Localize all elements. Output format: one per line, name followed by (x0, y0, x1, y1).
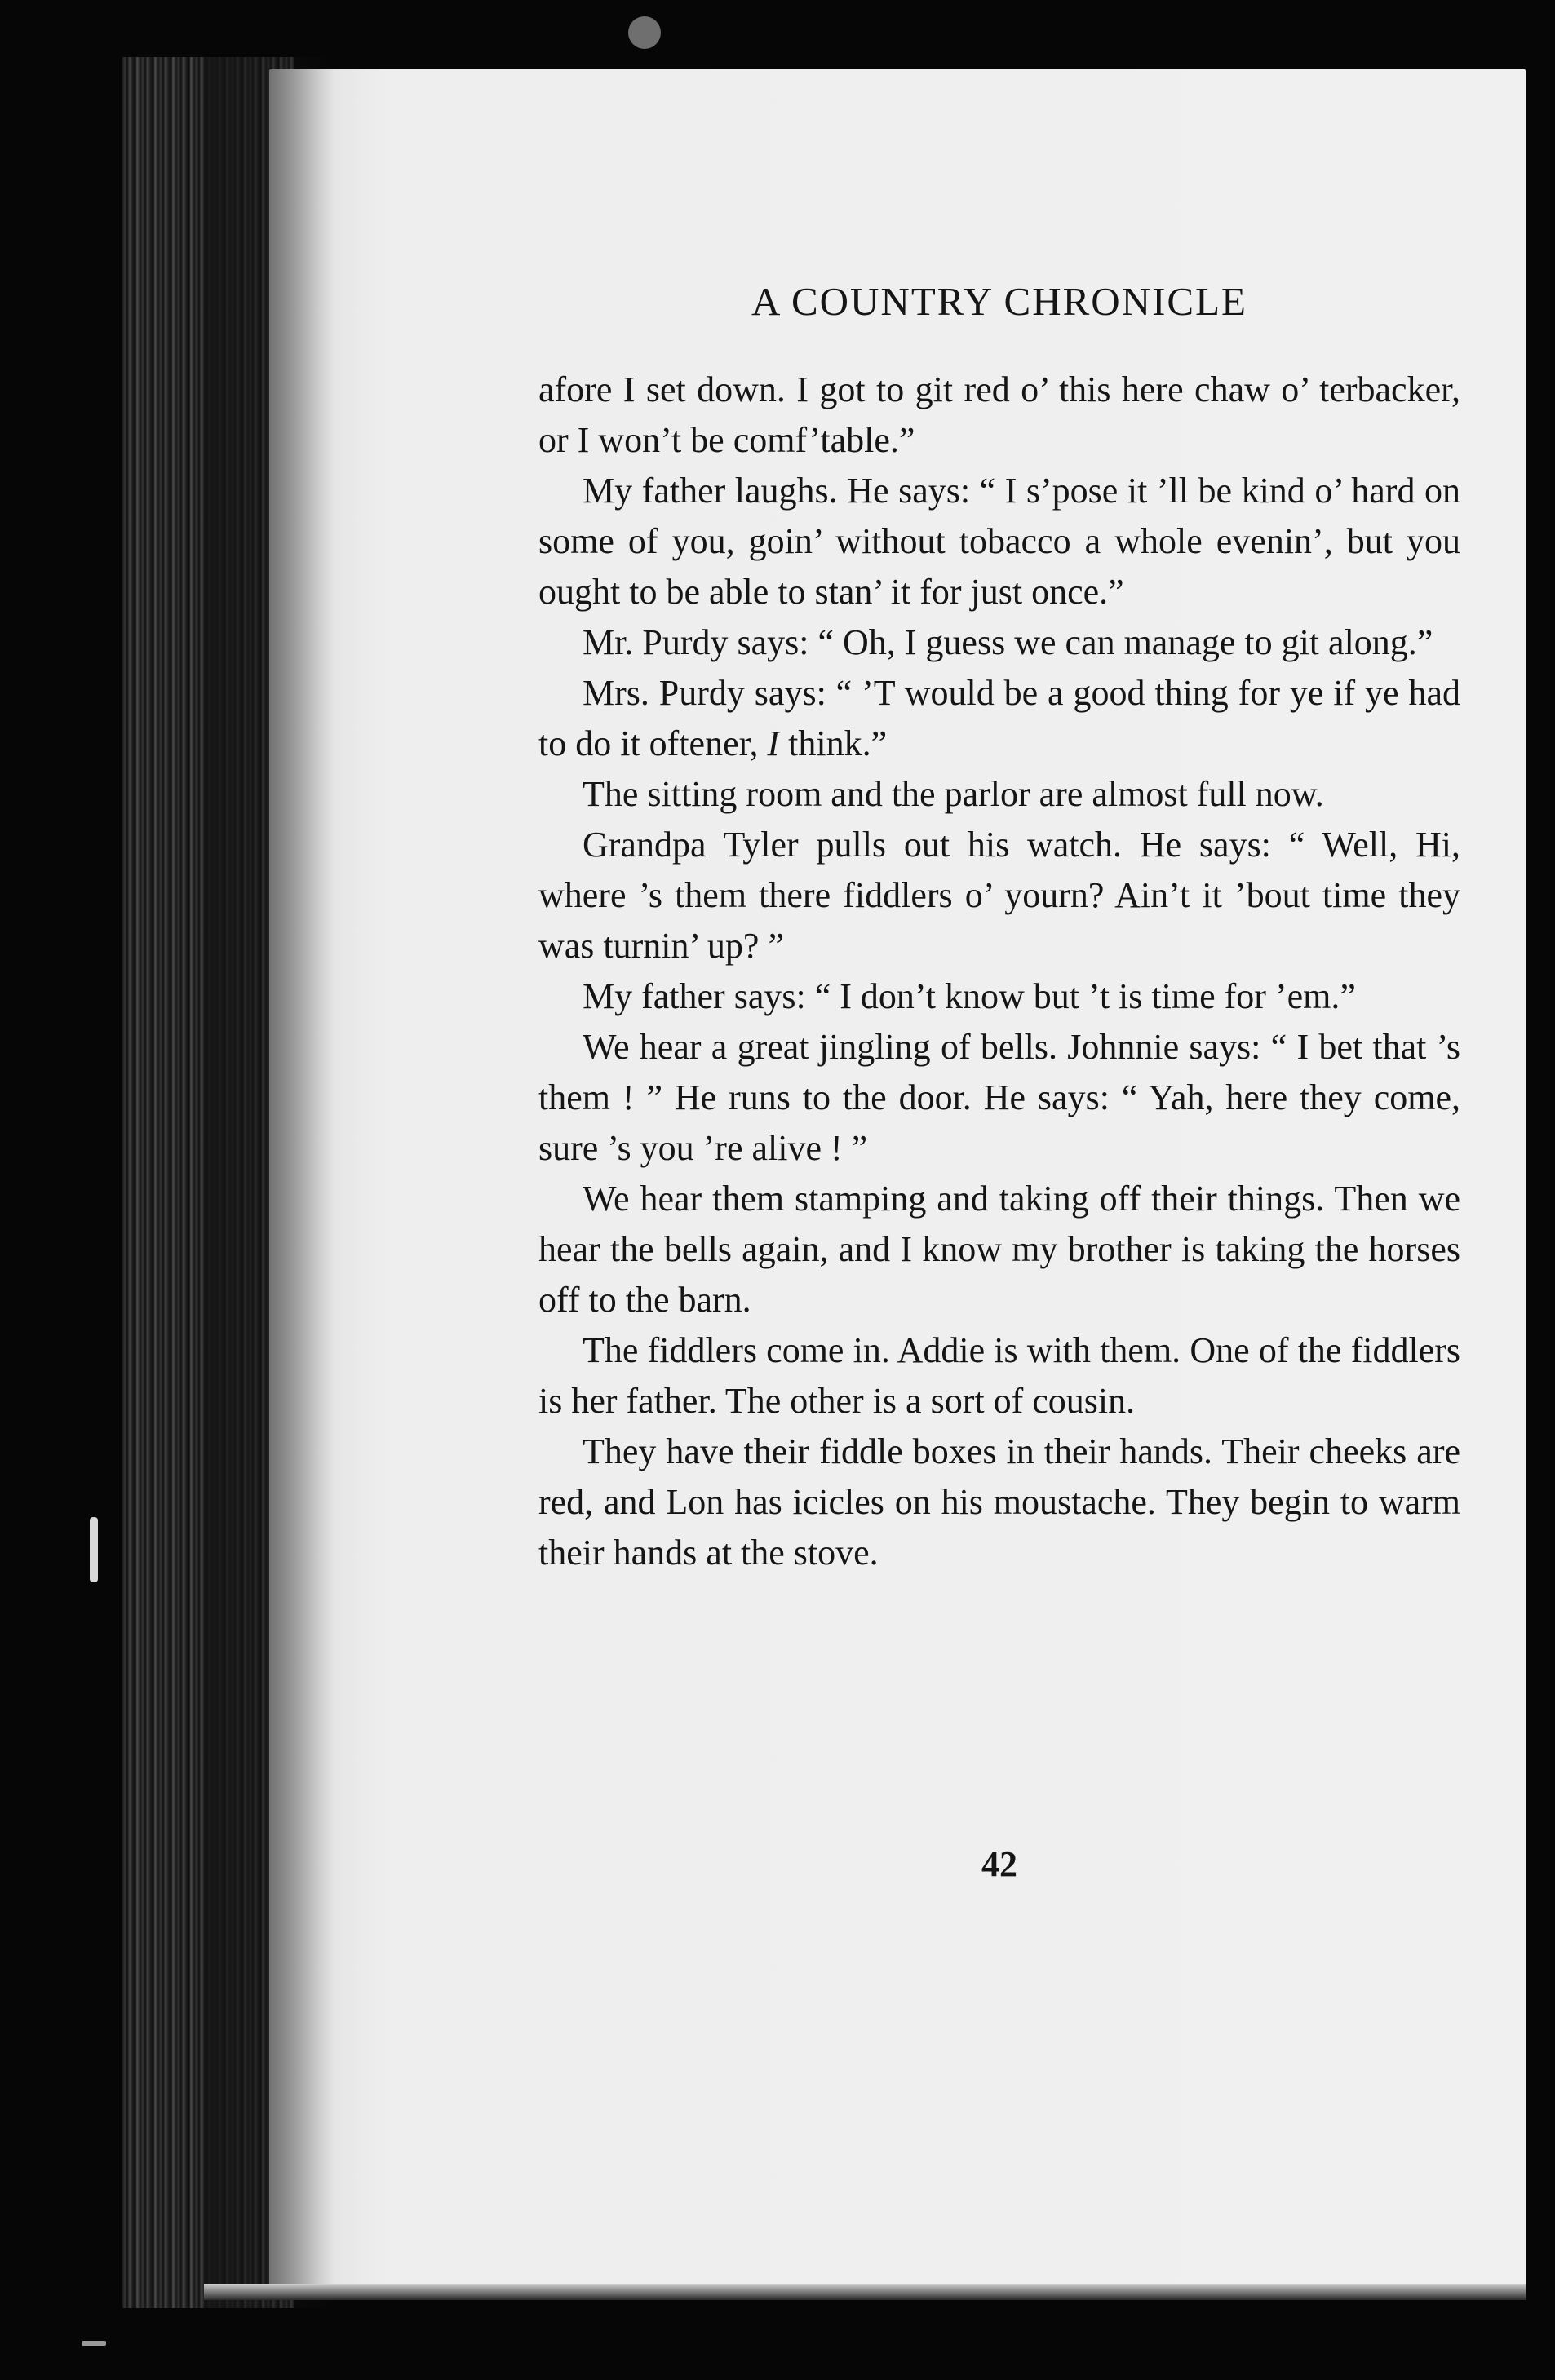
paragraph (538, 365, 1460, 466)
text-segment: We hear them stamping and taking off their things. Then we hear the bells again, and I know my brother is taking the horses off to the barn. (538, 1179, 1460, 1320)
text-segment: Mr. Purdy says: “ Oh, I guess we can manage to git along.” (583, 622, 1433, 662)
paragraph (538, 1174, 1460, 1325)
text-segment: think.” (779, 723, 888, 763)
paragraph (538, 466, 1460, 617)
dust-speck (628, 16, 661, 49)
page-number: 42 (981, 1844, 1017, 1884)
text-segment: The sitting room and the parlor are almost full now. (583, 774, 1324, 814)
body-text (538, 365, 1460, 1578)
paragraph (538, 1325, 1460, 1427)
dust-speck (90, 1517, 98, 1582)
text-segment: They have their fiddle boxes in their hands. Their cheeks are red, and Lon has icicles on his moustache. They begin to warm their hands at the stove. (538, 1431, 1460, 1573)
italic-text: I (767, 723, 780, 763)
text-segment: afore I set down. I got to git red o’ this here chaw o’ terbacker, or I won’t be comf’table.” (538, 369, 1460, 460)
paragraph (538, 1022, 1460, 1174)
dust-speck (82, 2341, 106, 2346)
paragraph (538, 971, 1460, 1022)
text-segment: My father laughs. He says: “ I s’pose it ’ll be kind o’ hard on some of you, goin’ without tobacco a whole evenin’, but you ought to be able to stan’ it for just once.” (538, 471, 1460, 612)
running-head: A COUNTRY CHRONICLE (751, 279, 1247, 324)
binding-shadow (204, 57, 334, 2308)
text-segment: We hear a great jingling of bells. Johnnie says: “ I bet that ’s them ! ” He runs to the door. He says: “ Yah, here they come, sure ’s you ’re alive ! ” (538, 1027, 1460, 1168)
text-segment: Grandpa Tyler pulls out his watch. He says: “ Well, Hi, where ’s them there fiddlers o’ yourn? Ain’t it ’bout time they was turnin’ up? ” (538, 825, 1460, 966)
text-segment: Mrs. Purdy says: “ ’T would be a good thing for ye if ye had to do it oftener, (538, 673, 1460, 763)
text-segment: My father says: “ I don’t know but ’t is time for ’em.” (583, 976, 1356, 1016)
page-bottom-edge (204, 2284, 1526, 2300)
text-segment: The fiddlers come in. Addie is with them. One of the fiddlers is her father. The other is a sort of cousin. (538, 1330, 1460, 1421)
paragraph (538, 820, 1460, 971)
paragraph (538, 769, 1460, 820)
paragraph (538, 668, 1460, 769)
paragraph (538, 1427, 1460, 1578)
paragraph (538, 617, 1460, 668)
